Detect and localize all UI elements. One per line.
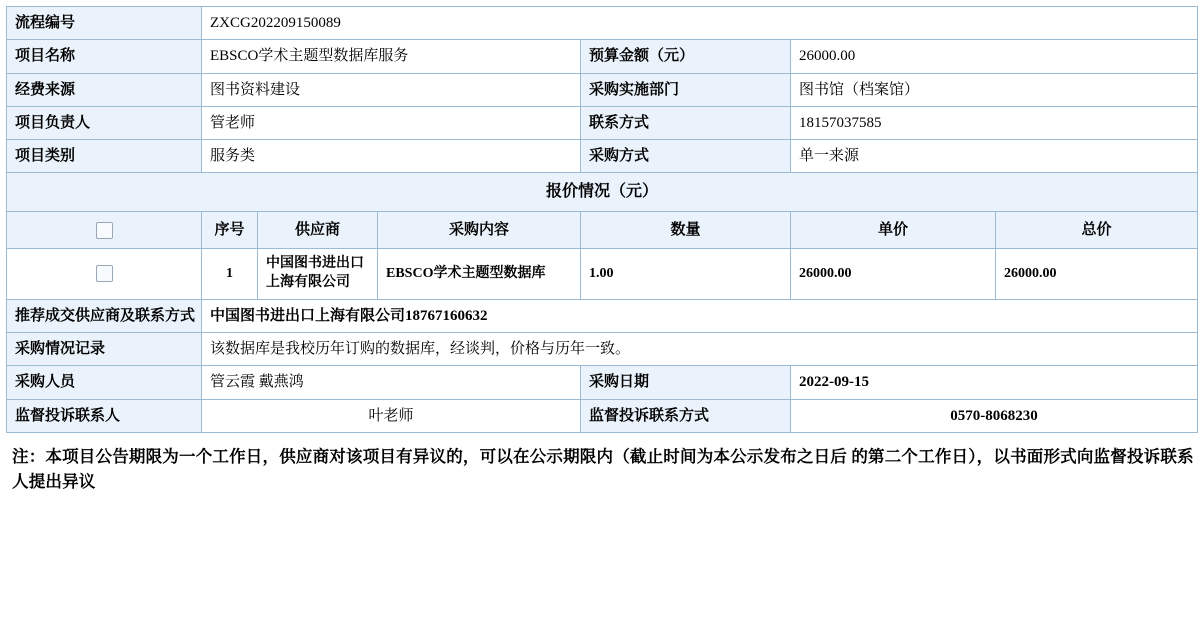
label-purchase-date: 采购日期 [581,366,791,399]
table-row-staff [7,366,1198,399]
label-contact: 联系方式 [581,106,791,139]
table-row-project-name [7,40,1198,73]
header-unit-price: 单价 [791,211,996,248]
row-supplier: 中国图书进出口上海有限公司 [258,249,378,300]
checkbox-select-all-icon[interactable] [96,222,113,239]
value-purchase-date: 2022-09-15 [791,366,1198,399]
table-row-record [7,333,1198,366]
row-quantity: 1.00 [581,249,791,300]
value-recommend-supplier: 中国图书进出口上海有限公司18767160632 [202,299,1198,332]
table-row-recommend [7,299,1198,332]
label-project-owner: 项目负责人 [7,106,202,139]
label-budget-amount: 预算金额（元） [581,40,791,73]
value-project-category: 服务类 [202,140,581,173]
section-header-quotes [7,173,1198,212]
label-supervisor-phone: 监督投诉联系方式 [581,399,791,432]
header-select-all[interactable] [7,211,202,248]
value-supervisor-phone: 0570-8068230 [791,399,1198,432]
table-row-fund-source [7,73,1198,106]
table-row-process-no [7,7,1198,40]
label-purchase-staff: 采购人员 [7,366,202,399]
quote-table-header [7,211,1198,248]
label-purchase-record: 采购情况记录 [7,333,202,366]
table-row [7,249,1198,300]
row-total-price: 26000.00 [996,249,1198,300]
value-project-name: EBSCO学术主题型数据库服务 [202,40,581,73]
label-purchasing-department: 采购实施部门 [581,73,791,106]
table-row-project-category [7,140,1198,173]
value-purchase-method: 单一来源 [791,140,1198,173]
table-row-project-owner [7,106,1198,139]
value-process-no: ZXCG202209150089 [202,7,1198,40]
row-content: EBSCO学术主题型数据库 [378,249,581,300]
value-purchasing-department: 图书馆（档案馆） [791,73,1198,106]
header-total-price: 总价 [996,211,1198,248]
label-fund-source: 经费来源 [7,73,202,106]
row-index: 1 [202,249,258,300]
section-title-quotes: 报价情况（元） [7,173,1198,212]
value-project-owner: 管老师 [202,106,581,139]
value-fund-source: 图书资料建设 [202,73,581,106]
value-purchase-staff: 管云霞 戴燕鸿 [202,366,581,399]
value-contact: 18157037585 [791,106,1198,139]
header-quantity: 数量 [581,211,791,248]
header-content: 采购内容 [378,211,581,248]
row-unit-price: 26000.00 [791,249,996,300]
label-recommend-supplier: 推荐成交供应商及联系方式 [7,299,202,332]
label-process-no: 流程编号 [7,7,202,40]
value-purchase-record: 该数据库是我校历年订购的数据库，经谈判，价格与历年一致。 [202,333,1198,366]
checkbox-row-icon[interactable] [96,265,113,282]
label-project-name: 项目名称 [7,40,202,73]
label-project-category: 项目类别 [7,140,202,173]
label-purchase-method: 采购方式 [581,140,791,173]
table-row-supervisor [7,399,1198,432]
footer-note: 注：本项目公告期限为一个工作日，供应商对该项目有异议的，可以在公示期限内（截止时间为本公示发布之日后 的第二个工作日），以书面形式向监督投诉联系人提出异议 [12,446,1194,491]
value-budget-amount: 26000.00 [791,40,1198,73]
header-supplier: 供应商 [258,211,378,248]
value-supervisor-contact: 叶老师 [202,399,581,432]
header-index: 序号 [202,211,258,248]
label-supervisor-contact: 监督投诉联系人 [7,399,202,432]
row-checkbox-cell[interactable] [7,249,202,300]
procurement-table [6,6,1198,433]
